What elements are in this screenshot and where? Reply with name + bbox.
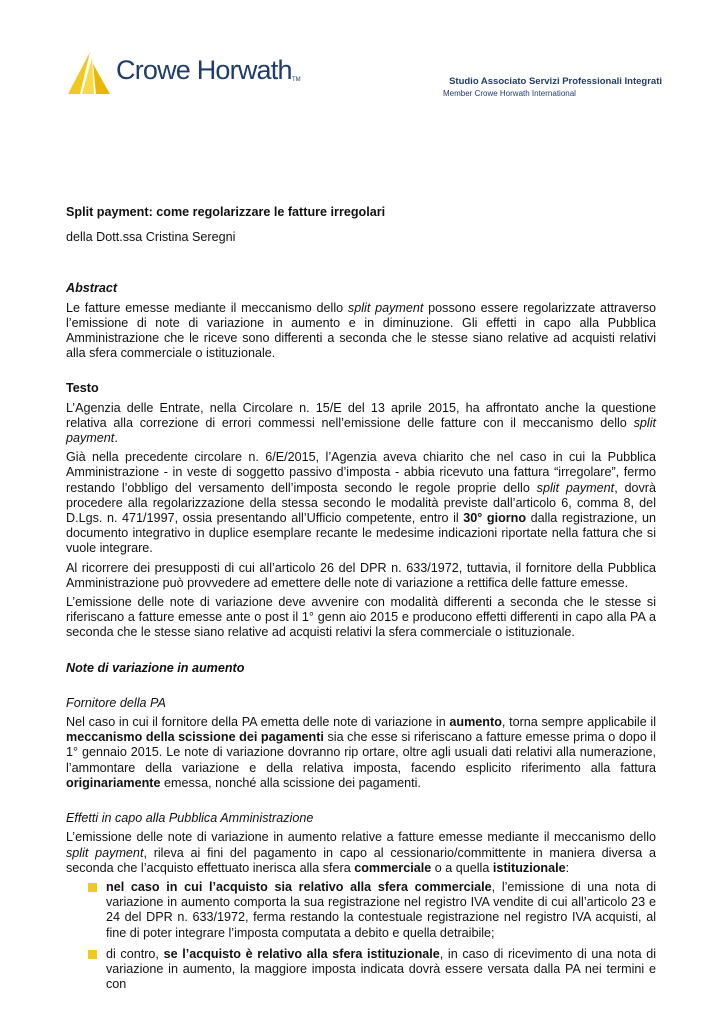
firm-name: Studio Associato Servizi Professionali Integrati bbox=[449, 76, 662, 87]
paragraph-1: L’Agenzia delle Entrate, nella Circolare n. 15/E del 13 aprile 2015, ha affrontato anche la questione relativa alla correzione di errori commessi nell’emissione delle fatture con il meccanismo dello split payment. bbox=[66, 400, 656, 446]
testo-heading: Testo bbox=[66, 381, 99, 396]
paragraph-4: L’emissione delle note di variazione deve avvenire con modalità differenti a seconda che le stesse si riferiscano a fatture emesse ante o post il 1° genn aio 2015 e producono effetti differenti in capo alla PA a seconda che le stesse siano relative ad acquisti relativi la sfera commerciale o istituzionale. bbox=[66, 595, 656, 640]
abstract-heading: Abstract bbox=[66, 281, 118, 296]
square-bullet-icon bbox=[88, 883, 97, 892]
note-variazione-heading: Note di variazione in aumento bbox=[66, 660, 245, 675]
paragraph-3: Al ricorrere dei presupposti di cui all’articolo 26 del DPR n. 633/1972, tuttavia, il fornitore della Pubblica Amministrazione può provvedere ad emettere delle note di variazione a rettifica delle fatture emesse. bbox=[66, 560, 656, 590]
effetti-heading: Effetti in capo alla Pubblica Amministrazione bbox=[66, 811, 314, 826]
firm-info bbox=[362, 76, 662, 98]
logo-mark-icon bbox=[66, 50, 114, 96]
paragraph-5: Nel caso in cui il fornitore della PA emetta delle note di variazione in aumento, torna sempre applicabile il meccanismo della scissione dei pagamenti sia che esse si riferiscano a fatture emesse prima o dopo il 1° gennaio 2015. Le note di variazione dovranno rip ortare, oltre agli usuali dati relativi alla numerazione, l’ammontare della variazione e della relativa imposta, facendo esplicito riferimento alla fattura originariamente emessa, nonché alla scissione dei pagamenti. bbox=[66, 715, 657, 790]
list-item: nel caso in cui l’acquisto sia relativo alla sfera commerciale, l’emissione di una nota di variazione in aumento comporta la sua registrazione nel registro IVA vendite di cui all’articolo 23 e 24 del DPR n. 633/1972, ferma restando la contestuale registrazione nel registro IVA acquisti, al fine di poter integrare l’imposta computata a debito e quella detraibile; bbox=[106, 880, 656, 941]
bullet-list bbox=[66, 880, 656, 992]
crowe-horwath-logo bbox=[66, 50, 326, 100]
abstract-paragraph: Le fatture emesse mediante il meccanismo dello split payment possono essere regolarizzate attraverso l’emissione di note di variazione in aumento e in diminuzione. Gli effetti in capo alla Pubblica Amministrazione che le riceve sono differenti a seconda che le stesse siano relative ad acquisti relativi alla sfera commerciale o istituzionale. bbox=[66, 300, 657, 361]
document-title: Split payment: come regolarizzare le fatture irregolari bbox=[66, 205, 386, 219]
document-body bbox=[66, 205, 656, 998]
logo-tm: TM bbox=[292, 77, 301, 83]
firm-subtitle: Member Crowe Horwath International bbox=[443, 89, 576, 98]
paragraph-6: L’emissione delle note di variazione in aumento relative a fatture emesse mediante il meccanismo dello split payment, rileva ai fini del pagamento in capo al cessionario/committente in maniera diversa a seconda che l’acquisto effettuato inerisca alla sfera commerciale o a quella istituzionale: bbox=[66, 830, 656, 875]
document-author: della Dott.ssa Cristina Seregni bbox=[66, 230, 236, 245]
logo-text: Crowe Horwath bbox=[116, 55, 292, 85]
paragraph-2: Già nella precedente circolare n. 6/E/2015, l’Agenzia aveva chiarito che nel caso in cui la Pubblica Amministrazione - in veste di soggetto passivo d’imposta - abbia ricevuto una fattura “irregolare”, fermo restando l’obbligo del versamento dell’imposta secondo le regole proprie dello split payment, dovrà procedere alla regolarizzazione della stessa secondo le modalità previste dall’articolo 6, comma 8, del D.Lgs. n. 471/1997, ossia presentando all’Ufficio competente, entro il 30° giorno dalla registrazione, un documento integrativo in duplice esemplare recante le medesime indicazioni riportate nella fattura che si vuole integrare. bbox=[66, 450, 657, 556]
square-bullet-icon bbox=[88, 950, 97, 959]
fornitore-heading: Fornitore della PA bbox=[66, 695, 166, 710]
list-item: di contro, se l’acquisto è relativo alla sfera istituzionale, in caso di ricevimento di una nota di variazione in aumento, la maggiore imposta indicata dovrà essere versata dalla PA nei termini e con bbox=[106, 947, 656, 993]
